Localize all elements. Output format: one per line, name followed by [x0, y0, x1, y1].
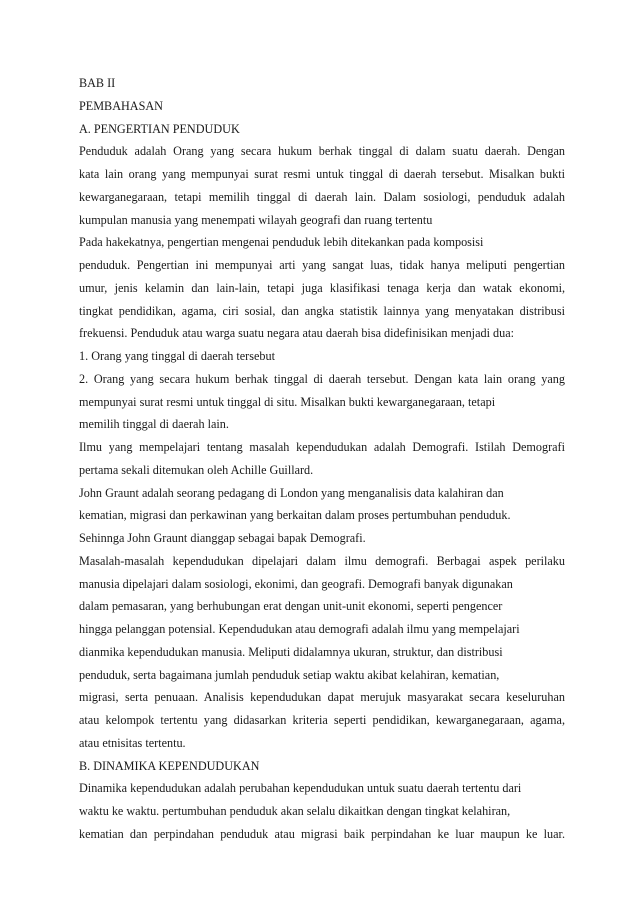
text-line: penduduk. Pengertian ini mempunyai arti yang sangat luas, tidak hanya meliputi pengertian: [79, 258, 565, 272]
text-line: tingkat pendidikan, agama, ciri sosial, dan angka statistik lainnya yang menyatakan distribusi: [79, 303, 565, 318]
text-line: kewarganegaraan, tetapi memilih tinggal di daerah lain. Dalam sosiologi, penduduk adalah: [79, 189, 565, 204]
text-line: migrasi, serta penuaan. Analisis kependudukan dapat merujuk masyarakat secara keseluruhan: [79, 690, 565, 705]
text-line: John Graunt adalah seorang pedagang di London yang menganalisis data kalahiran dan: [79, 485, 504, 500]
chapter-title: PEMBAHASAN: [79, 98, 163, 113]
text-line: Ilmu yang mempelajari tentang masalah kependudukan adalah Demografi. Istilah Demografi: [79, 440, 565, 454]
text-line: kata lain orang yang mempunyai surat resmi untuk tinggal di daerah tersebut. Misalkan bukti: [79, 167, 565, 181]
text-line: manusia dipelajari dalam sosiologi, ekonimi, dan geografi. Demografi banyak digunakan: [79, 576, 513, 591]
section-heading-a: A. PENGERTIAN PENDUDUK: [79, 121, 240, 136]
text-line: Dinamika kependudukan adalah perubahan kependudukan untuk suatu daerah tertentu dari: [79, 781, 522, 796]
text-line: Masalah-masalah kependudukan dipelajari dalam ilmu demografi. Berbagai aspek perilaku: [79, 553, 565, 568]
text-line: hingga pelanggan potensial. Kependudukan atau demografi adalah ilmu yang mempelajari: [79, 622, 520, 636]
list-item: 2. Orang yang secara hukum berhak tinggal di daerah tersebut. Dengan kata lain orang yang: [79, 371, 565, 386]
text-line: dianmika kependudukan manusia. Meliputi didalamnya ukuran, struktur, dan distribusi: [79, 644, 503, 659]
list-item: 1. Orang yang tinggal di daerah tersebut: [79, 349, 275, 363]
text-line: umur, jenis kelamin dan lain-lain, tetapi juga klasifikasi tenaga kerja dan watak ekonomi,: [79, 280, 565, 295]
chapter-label: BAB II: [79, 76, 116, 90]
section-heading-b: B. DINAMIKA KEPENDUDUKAN: [79, 758, 260, 773]
text-line: frekuensi. Penduduk atau warga suatu negara atau daerah bisa didefinisikan menjadi dua:: [79, 326, 514, 341]
text-line: Sehinnga John Graunt dianggap sebagai bapak Demografi.: [79, 531, 366, 545]
text-line: Penduduk adalah Orang yang secara hukum berhak tinggal di dalam suatu daerah. Dengan: [79, 144, 565, 159]
text-line: kematian, migrasi dan perkawinan yang berkaitan dalam proses pertumbuhan penduduk.: [79, 508, 511, 523]
text-line: Pada hakekatnya, pengertian mengenai penduduk lebih ditekankan pada komposisi: [79, 235, 484, 250]
text-line: memilih tinggal di daerah lain.: [79, 417, 229, 432]
text-line: dalam pemasaran, yang berhubungan erat dengan unit-unit ekonomi, seperti pengencer: [79, 599, 503, 614]
text-line: atau etnisitas tertentu.: [79, 735, 186, 750]
text-line: mempunyai surat resmi untuk tinggal di situ. Misalkan bukti kewarganegaraan, tetapi: [79, 394, 496, 409]
text-line: kumpulan manusia yang menempati wilayah geografi dan ruang tertentu: [79, 212, 433, 227]
text-line: atau kelompok tertentu yang didasarkan kriteria seperti pendidikan, kewarganegaraan, agama,: [79, 713, 565, 727]
document-body: [79, 72, 565, 846]
text-line: waktu ke waktu. pertumbuhan penduduk akan selalu dikaitkan dengan tingkat kelahiran,: [79, 804, 511, 818]
text-line: kematian dan perpindahan penduduk atau migrasi baik perpindahan ke luar maupun ke luar.: [79, 826, 565, 841]
text-line: penduduk, serta bagaimana jumlah penduduk setiap waktu akibat kelahiran, kematian,: [79, 667, 500, 682]
text-line: pertama sekali ditemukan oleh Achille Guillard.: [79, 462, 314, 477]
